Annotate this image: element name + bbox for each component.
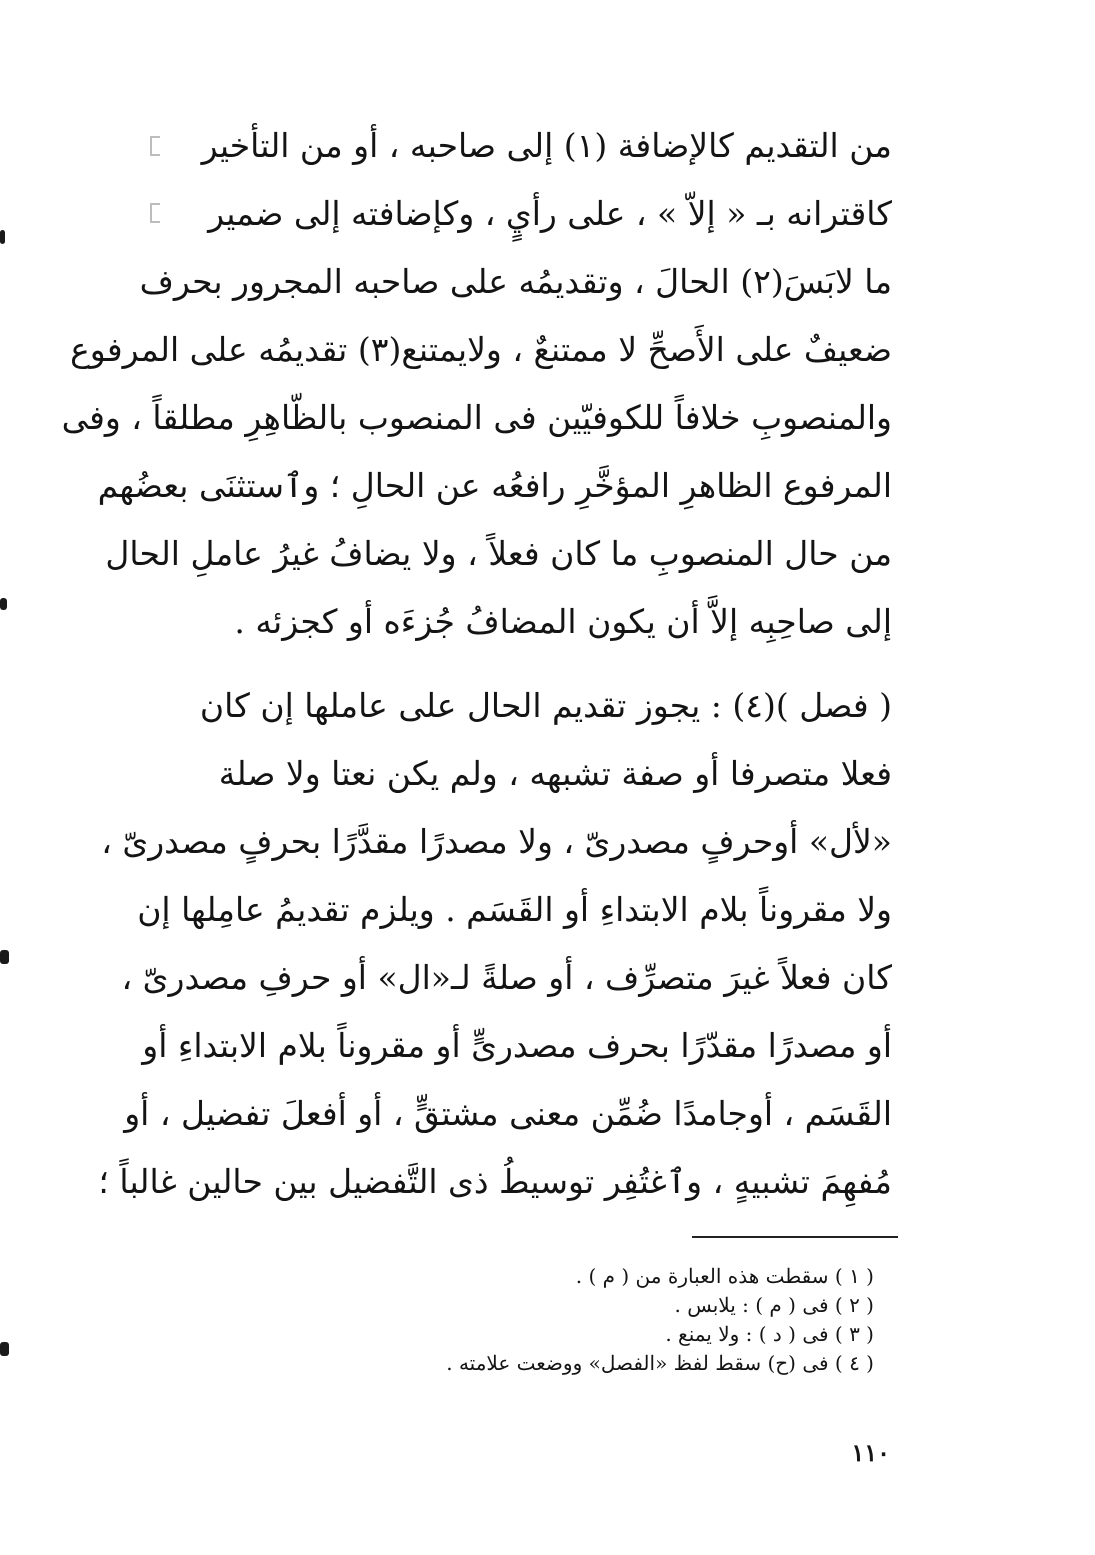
- body-paragraph: [61, 112, 892, 656]
- scan-artifact: [0, 598, 7, 610]
- text-line: كاقترانه بـ « إلاّ » ، على رأيٍ ، وكإضافته إلى ضمير: [208, 194, 892, 233]
- text-line: والمنصوبِ خلافاً للكوفيّين فى المنصوب بالظّاهِرِ مطلقاً ، وفى: [61, 398, 892, 437]
- text-line: ولا مقروناً بلام الابتداءِ أو القَسَم . ويلزم تقديمُ عامِلها إن: [137, 890, 892, 929]
- footnotes: [420, 1262, 874, 1378]
- text-line: إلى صاحِبِه إلاَّ أن يكون المضافُ جُزءَه أو كجزئه .: [234, 602, 892, 641]
- text-line: المرفوع الظاهرِ المؤخَّرِ رافعُه عن الحالِ ؛ وٱستثنَى بعضُهم: [97, 466, 892, 505]
- body-paragraph: [98, 672, 892, 1216]
- text-line: أو مصدرًا مقدّرًا بحرف مصدرىٍّ أو مقروناً بلام الابتداءِ أو: [142, 1026, 892, 1065]
- scan-artifact: [0, 950, 9, 964]
- text-line: ضعيفٌ على الأَصحِّ لا ممتنعٌ ، ولايمتنع(٣) تقديمُه على المرفوع: [70, 330, 892, 369]
- scan-artifact: [0, 230, 5, 244]
- text-line: ما لابَسَ(٢) الحالَ ، وتقديمُه على صاحبه المجرور بحرف: [139, 262, 892, 301]
- text-line: مُفهِمَ تشبيهٍ ، وٱغتُفِر توسيطُ ذى التَّفضيل بين حالين غالباً ؛: [98, 1162, 892, 1201]
- footnote: ( ٢ ) فى ( م ) : يلابس .: [674, 1293, 874, 1317]
- text-line: كان فعلاً غيرَ متصرِّف ، أو صلةً لـ«ال» أو حرفِ مصدرىّ ،: [121, 958, 892, 997]
- page-number: ١١٠: [851, 1438, 890, 1467]
- footnote: ( ١ ) سقطت هذه العبارة من ( م ) .: [575, 1264, 874, 1288]
- footnote-divider: [692, 1236, 898, 1238]
- footnote: ( ٤ ) فى (ح) سقط لفظ «الفصل» ووضعت علامته .: [446, 1351, 874, 1375]
- scan-artifact: [0, 1342, 9, 1356]
- text-line: من حال المنصوبِ ما كان فعلاً ، ولا يضافُ غيرُ عاملِ الحال: [105, 534, 892, 573]
- text-line: فعلا متصرفا أو صفة تشبهه ، ولم يكن نعتا ولا صلة: [218, 754, 892, 793]
- scan-artifact: [150, 203, 160, 223]
- scan-artifact: [150, 136, 160, 156]
- text-line: ( فصل )(٤) : يجوز تقديم الحال على عاملها إن كان: [199, 686, 892, 725]
- text-line: «لأل» أوحرفٍ مصدرىّ ، ولا مصدرًا مقدَّرًا بحرفٍ مصدرىّ ،: [101, 822, 892, 861]
- text-line: من التقديم كالإضافة (١) إلى صاحبه ، أو من التأخير: [201, 126, 892, 165]
- footnote: ( ٣ ) فى ( د ) : ولا يمنع .: [665, 1322, 874, 1346]
- text-line: القَسَم ، أوجامدًا ضُمِّن معنى مشتقٍّ ، أو أفعلَ تفضيل ، أو: [124, 1094, 892, 1133]
